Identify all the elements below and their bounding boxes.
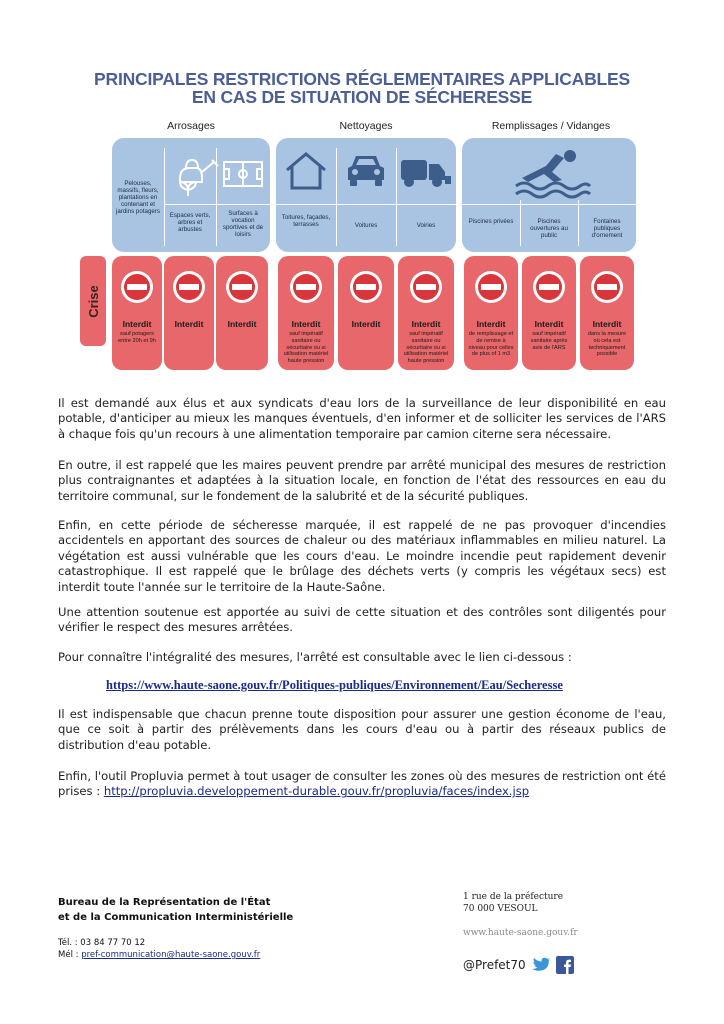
category-fontaines: [578, 138, 636, 252]
category-toitures: [276, 138, 336, 252]
no-entry-icon: [120, 270, 154, 304]
footer-organisation: [58, 895, 293, 925]
footer-website[interactable]: www.haute-saone.gouv.fr: [463, 928, 578, 938]
category-label: Fontaines publiques d'ornement: [591, 218, 623, 239]
restriction-cell: [522, 256, 576, 370]
no-entry-icon: [349, 270, 383, 304]
footer-org-line-1: Bureau de la Représentation de l'État: [58, 897, 271, 908]
no-entry-icon: [289, 270, 323, 304]
paragraph-3: Enfin, en cette période de sécheresse marquée, il est rappelé de ne pas provoquer d'incendies accidentels en apportant des sources de chaleur ou des matériaux inflammables en milieu naturel. La végétation est aussi vulnérable que les cours d'eau. Le moindre incendie peut rapidement devenir catastrophique. Il est rappelé que le brûlage des déchets verts (y compris les végétaux secs) est interdit toute l'année sur le territoire de la Haute-Saône.: [58, 518, 666, 594]
restriction-status: Interdit: [476, 319, 506, 329]
footer-contact: [58, 937, 260, 961]
restriction-cell: [398, 256, 454, 370]
category-label: Pelouses, massifs, fleurs, plantations en contenant et jardins potagers: [115, 180, 161, 215]
restriction-status: Interdit: [534, 319, 564, 329]
restriction-status: Interdit: [351, 319, 381, 329]
category-label: Piscines ouvertures au public: [530, 218, 568, 239]
category-label: Toitures, façades, terrasses: [281, 214, 331, 228]
restriction-cell: [338, 256, 394, 370]
category-label: Espaces verts, arbres et arbustes: [169, 212, 211, 233]
paragraph-7-text: Enfin, l'outil Propluvia permet à tout usager de consulter les zones où des mesures de restriction ont été prises :: [58, 769, 666, 799]
category-label: Voiries: [416, 222, 436, 229]
footer-org-line-2: et de la Communication Interministérielle: [58, 912, 294, 923]
street-sweeper-icon: [399, 154, 453, 188]
restriction-cell: [216, 256, 268, 370]
restriction-detail: sauf impératif sanitaire ou sécuritaire ou si utilisation matériel haute pression: [283, 331, 329, 365]
restriction-status: Interdit: [592, 319, 622, 329]
category-label: Surfaces à vocation sportives et de loisirs: [222, 210, 264, 238]
paragraph-5: Pour connaître l'intégralité des mesures, l'arrêté est consultable avec le lien ci-dessous :: [58, 650, 572, 664]
footer-address-1: 1 rue de la préfecture: [463, 892, 564, 902]
footer-mail-line: [58, 949, 260, 961]
no-entry-icon: [225, 270, 259, 304]
category-label: Voitures: [354, 222, 378, 229]
category-surfaces-sportives: [216, 138, 270, 252]
no-entry-icon: [172, 270, 206, 304]
no-entry-icon: [409, 270, 443, 304]
footer-address-2: 70 000 VESOUL: [463, 904, 538, 914]
watering-can-icon: [172, 152, 222, 202]
restriction-detail: sauf impératif sanitaire ou sécuritaire ou si utilisation matériel haute pression: [403, 331, 449, 365]
facebook-icon[interactable]: [556, 956, 574, 974]
group-title-remplissages: Remplissages / Vidanges: [491, 120, 611, 132]
restriction-status: Interdit: [411, 319, 441, 329]
paragraph-4: Une attention soutenue est apportée au suivi de cette situation et des contrôles sont diligentés pour vérifier le respect des mesures arrêtées.: [58, 605, 666, 635]
car-icon: [344, 152, 388, 188]
footer-mail-label: Mél :: [58, 950, 82, 960]
restriction-cell: [164, 256, 214, 370]
footer-mail-link[interactable]: pref-communication@haute-saone.gouv.fr: [81, 950, 261, 960]
restriction-cell: [580, 256, 634, 370]
crise-label: Crise: [85, 284, 101, 318]
title-line-1: PRINCIPALES RESTRICTIONS RÉGLEMENTAIRES APPLICABLES: [94, 69, 630, 89]
group-title-nettoyages: Nettoyages: [339, 120, 393, 132]
no-entry-icon: [532, 270, 566, 304]
restriction-status: Interdit: [174, 319, 204, 329]
category-voitures: [336, 138, 396, 252]
footer-tel: Tél. : 03 84 77 70 12: [58, 938, 146, 948]
twitter-icon[interactable]: [531, 957, 551, 973]
restriction-status: Interdit: [227, 319, 257, 329]
category-label: Piscines privées: [468, 218, 514, 225]
footer-twitter-handle[interactable]: @Prefet70: [463, 958, 526, 972]
restriction-cell: [112, 256, 162, 370]
paragraph-6: Il est indispensable que chacun prenne toute disposition pour assurer une gestion économe de l'eau, que ce soit à partir des prélèvements dans les cours d'eau ou à partir des réseaux publics de distribution d'eau potable.: [58, 707, 666, 752]
footer-address: [463, 891, 563, 915]
infographic-title: [0, 70, 724, 106]
restriction-cell: [278, 256, 334, 370]
no-entry-icon: [590, 270, 624, 304]
category-pelouses: [112, 138, 164, 252]
title-line-2: EN CAS DE SITUATION DE SÉCHERESSE: [191, 87, 533, 107]
footer-social: [463, 956, 574, 974]
restriction-detail: de remplissage et de remise à niveau pour celles de plus of 1 m3: [468, 331, 514, 358]
crise-label-tab: [80, 256, 106, 346]
paragraph-2: En outre, il est rappelé que les maires peuvent prendre par arrêté municipal des mesures de restriction plus contraignantes et adaptées à la situation locale, en fonction de l'état des ressources en eau du territoire communal, sur le fondement de la salubrité et de la sécurité publiques.: [58, 458, 666, 503]
paragraph-1: Il est demandé aux élus et aux syndicats d'eau lors de la surveillance de leur disponibilité en eau potable, d'anticiper au mieux les manques éventuels, d'en informer et de solliciter les services de l'ARS à chaque fois qu'un recours à une alimentation temporaire par camion citerne sera nécessaire.: [58, 396, 666, 441]
restriction-cell: [464, 256, 518, 370]
category-voiries: [396, 138, 456, 252]
group-title-arrosages: Arrosages: [167, 120, 215, 132]
house-icon: [283, 148, 329, 194]
restriction-detail: sauf potagers entre 20h et 9h: [118, 331, 156, 344]
restriction-status: Interdit: [291, 319, 321, 329]
restriction-detail: sauf impératif sanitaire après avis de l'ARS: [530, 331, 568, 351]
restriction-status: Interdit: [122, 319, 152, 329]
sports-field-icon: [222, 160, 264, 188]
propluvia-link[interactable]: http://propluvia.developpement-durable.gouv.fr/propluvia/faces/index.jsp: [103, 784, 530, 799]
secheresse-link[interactable]: https://www.haute-saone.gouv.fr/Politiques-publiques/Environnement/Eau/Secheresse: [106, 678, 563, 692]
restriction-detail: dans la mesure où cela est techniquement possible: [587, 331, 627, 358]
category-piscines-publiques: [520, 138, 578, 252]
paragraph-7: [58, 769, 666, 800]
category-espaces-verts: [164, 138, 216, 252]
no-entry-icon: [474, 270, 508, 304]
